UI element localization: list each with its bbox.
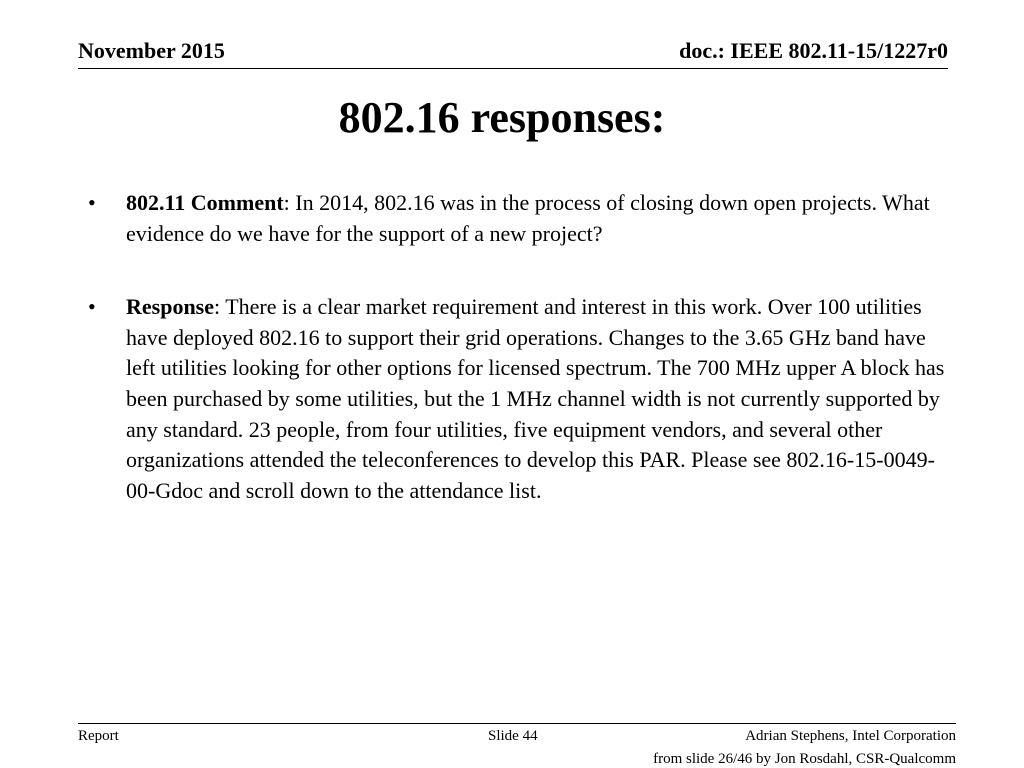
bullet-marker: • bbox=[88, 190, 96, 215]
header-divider bbox=[78, 68, 948, 69]
footer-author: Adrian Stephens, Intel Corporation bbox=[745, 728, 956, 744]
footer-divider bbox=[78, 723, 956, 724]
slide-number: Slide 44 bbox=[488, 728, 538, 744]
response-text: : There is a clear market requirement and interest in this work. Over 100 utilities have deployed 802.16 to support their grid operations. Changes to the 3.65 GHz band have left utilities looking for other options for licensed spectrum. The 700 MHz upper A block has been purchased by some utilities, but the 1 MHz channel width is not currently supported by any standard. 23 people, from four utilities, five equipment vendors, and several other organizations attended the teleconferences to develop this PAR. Please see 802.16-15-0049-00-Gdoc and scroll down to the attendance list. bbox=[126, 294, 945, 503]
bullet-comment bbox=[88, 188, 948, 249]
slide-title: 802.16 responses: bbox=[338, 93, 666, 142]
bullet-response bbox=[88, 292, 948, 506]
comment-label: 802.11 Comment bbox=[126, 190, 284, 215]
bullet-list bbox=[88, 188, 948, 549]
comment-text: : In 2014, 802.16 was in the process of closing down open projects. What evidence do we have for the support of a new project? bbox=[126, 190, 930, 246]
header-date: November 2015 bbox=[78, 38, 225, 63]
footer-source-note: from slide 26/46 by Jon Rosdahl, CSR-Qualcomm bbox=[653, 751, 956, 767]
header-doc-id: doc.: IEEE 802.11-15/1227r0 bbox=[679, 38, 948, 63]
response-label: Response bbox=[126, 294, 215, 320]
bullet-marker: • bbox=[88, 294, 96, 320]
footer-report: Report bbox=[78, 728, 119, 744]
